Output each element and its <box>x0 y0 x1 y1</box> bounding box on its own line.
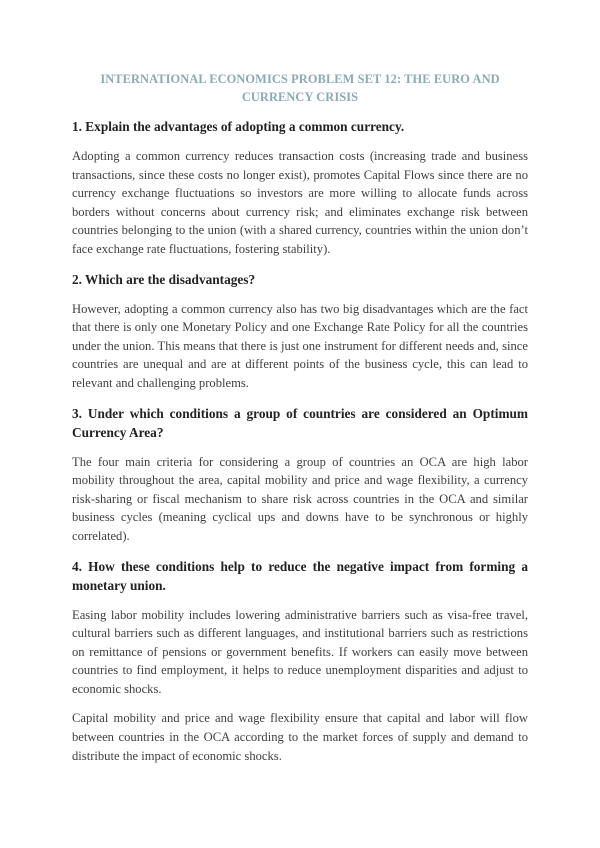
section-advantages <box>72 117 528 259</box>
question-heading: 3. Under which conditions a group of countries are considered an Optimum Currency Area? <box>72 405 528 440</box>
answer-paragraph: However, adopting a common currency also has two big disadvantages which are the fact that there is only one Monetary Policy and one Exchange Rate Policy for all the countries under the union. This means that there is just one instrument for different needs and, since countries are unequal and are at different points of the business cycle, this can lead to relevant and challenging problems. <box>72 301 528 390</box>
answer-paragraph: The four main criteria for considering a group of countries an OCA are high labor mobility throughout the area, capital mobility and price and wage flexibility, a currency risk-sharing or fiscal mechanism to share risk across countries in the OCA and similar business cycles (meaning cyclical ups and downs have to be synchronous or highly correlated). <box>72 454 528 543</box>
question-heading: 4. How these conditions help to reduce the negative impact from forming a monetary union. <box>72 558 528 593</box>
document-page <box>72 70 528 776</box>
answer-paragraph: Adopting a common currency reduces transaction costs (increasing trade and business transactions, since these costs no longer exist), promotes Capital Flows since there are no currency exchange fluctuations so investors are more willing to allocate funds across borders without concerns about currency risk; and eliminates exchange risk between countries belonging to the union (with a shared currency, countries within the union don’t face exchange rate fluctuations, fostering stability). <box>72 149 528 256</box>
section-oca-conditions <box>72 404 528 546</box>
question-heading: 1. Explain the advantages of adopting a common currency. <box>72 119 405 134</box>
question-heading: 2. Which are the disadvantages? <box>72 271 256 287</box>
answer-paragraph: Capital mobility and price and wage flexibility ensure that capital and labor will flow between countries in the OCA according to the market forces of supply and demand to distribute the impact of economic shocks. <box>72 711 528 763</box>
document-title: INTERNATIONAL ECONOMICS PROBLEM SET 12: THE EURO AND CURRENCY CRISIS <box>100 72 500 104</box>
section-disadvantages <box>72 270 528 393</box>
answer-paragraph: Easing labor mobility includes lowering administrative barriers such as visa-free travel, cultural barriers such as different languages, and institutional barriers such as restrictions on remittance of pensions or government benefits. If workers can easily move between countries to find employment, it helps to reduce unemployment disparities and adjust to economic shocks. <box>72 607 528 696</box>
section-reduce-impact <box>72 557 528 766</box>
